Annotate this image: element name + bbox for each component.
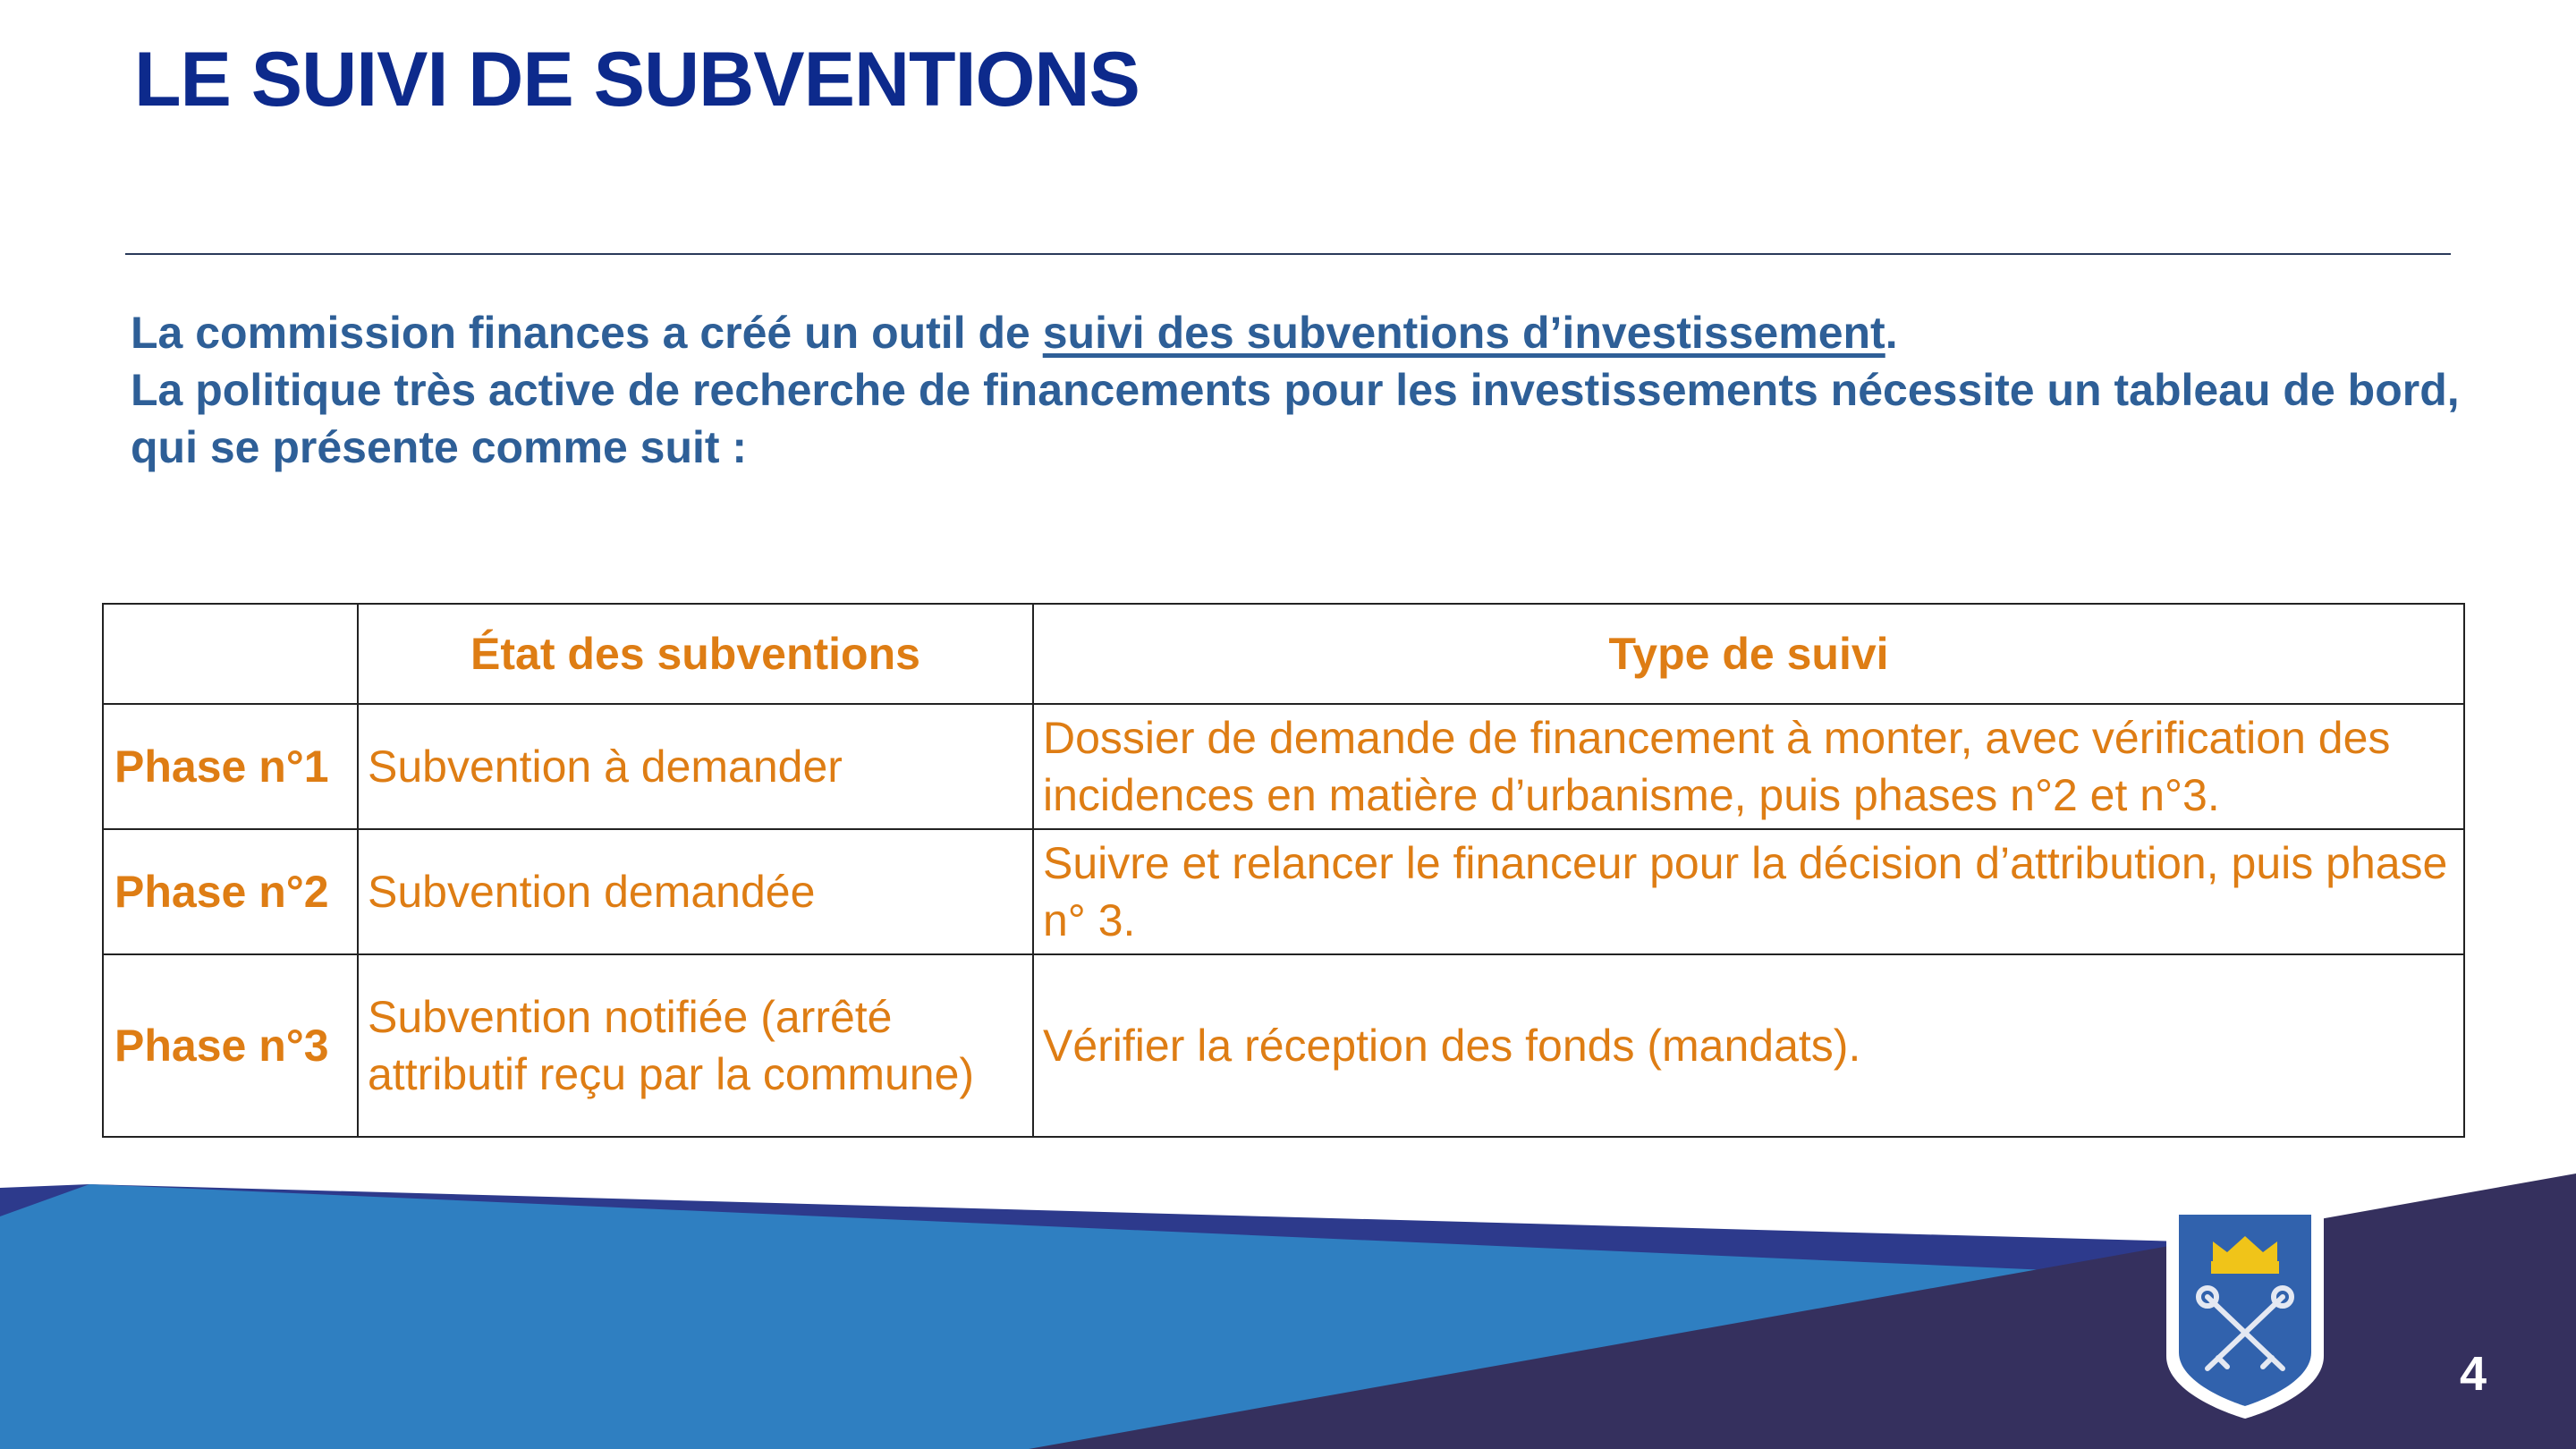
intro-text	[131, 304, 2474, 476]
phase-label: Phase n°1	[103, 704, 358, 829]
phase-label: Phase n°2	[103, 829, 358, 954]
header-suivi: Type de suivi	[1033, 604, 2464, 704]
intro-underlined-phrase: suivi des subventions d’investissement	[1042, 308, 1885, 358]
title-divider	[125, 253, 2451, 255]
suivi-cell: Suivre et relancer le financeur pour la décision d’attribution, puis phase n° 3.	[1033, 829, 2464, 954]
intro-line-2: La politique très active de recherche de financements pour les investissements nécessite un tableau de bord, qui se présente comme suit :	[131, 365, 2460, 472]
phase-label: Phase n°3	[103, 954, 358, 1137]
suivi-cell: Dossier de demande de financement à monter, avec vérification des incidences en matière d’urbanisme, puis phases n°2 et n°3.	[1033, 704, 2464, 829]
header-empty	[103, 604, 358, 704]
table-row	[103, 704, 2464, 829]
crest-shield-icon	[2157, 1199, 2333, 1422]
table-row	[103, 954, 2464, 1137]
page-number: 4	[2459, 1347, 2487, 1401]
table-header-row	[103, 604, 2464, 704]
header-etat: État des subventions	[358, 604, 1033, 704]
subventions-table	[102, 603, 2465, 1138]
slide-title: LE SUIVI DE SUBVENTIONS	[134, 37, 1140, 123]
suivi-cell: Vérifier la réception des fonds (mandats).	[1033, 954, 2464, 1137]
intro-line-1-end: .	[1885, 308, 1898, 358]
intro-line-1	[131, 304, 2474, 361]
intro-line-1-start: La commission finances a créé un outil de	[131, 308, 1043, 358]
etat-cell: Subvention à demander	[358, 704, 1033, 829]
etat-cell: Subvention demandée	[358, 829, 1033, 954]
table-row	[103, 829, 2464, 954]
etat-cell: Subvention notifiée (arrêté attributif reçu par la commune)	[358, 954, 1033, 1137]
